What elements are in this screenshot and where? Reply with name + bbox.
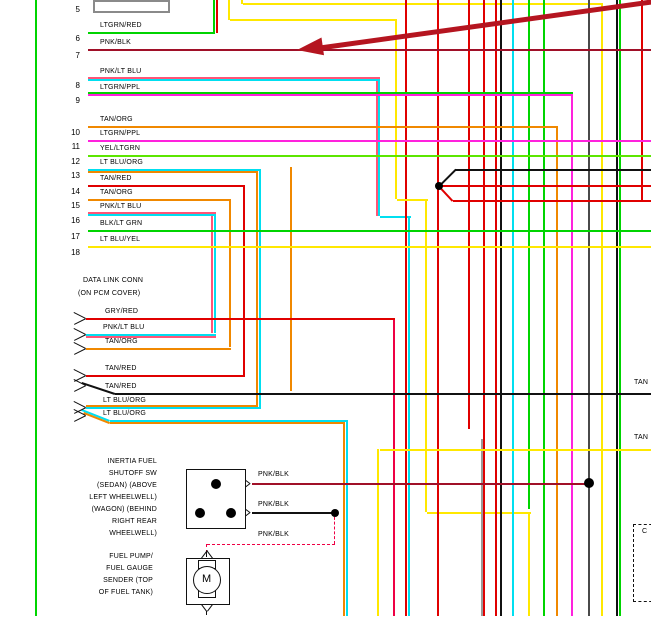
pin-number: 12 bbox=[71, 157, 80, 166]
wire-label: LT BLU/YEL bbox=[100, 236, 141, 243]
pin-number: 15 bbox=[71, 201, 80, 210]
wire-label: PNK/LT BLU bbox=[103, 324, 145, 331]
wire-label: FUEL PUMP/ bbox=[109, 553, 153, 560]
wire-label: DATA LINK CONN bbox=[83, 277, 144, 284]
wire-label: (SEDAN) (ABOVE bbox=[97, 482, 157, 489]
wire-label: PNK/BLK bbox=[100, 39, 131, 46]
wire-label: PNK/BLK bbox=[258, 501, 289, 508]
wire-label: TAN/RED bbox=[100, 175, 132, 182]
pin-number: 8 bbox=[75, 81, 80, 90]
wire-label: (ON PCM COVER) bbox=[78, 290, 141, 297]
wire-label: LTGRN/PPL bbox=[100, 84, 141, 91]
pin-number: 18 bbox=[71, 248, 80, 257]
wire-label: LT BLU/ORG bbox=[100, 159, 143, 166]
pin-number: 14 bbox=[71, 187, 80, 196]
wire-label: TAN/RED bbox=[105, 383, 137, 390]
wire-label: INERTIA FUEL bbox=[107, 458, 157, 465]
wire-label: LT BLU/ORG bbox=[103, 397, 146, 404]
pin-number: 5 bbox=[75, 5, 80, 14]
pin-number: 17 bbox=[71, 232, 80, 241]
wire-label: PNK/BLK bbox=[258, 531, 289, 538]
pin-number: 13 bbox=[71, 171, 80, 180]
wire-label: (WAGON) (BEHIND bbox=[91, 506, 157, 513]
wire-label: C bbox=[642, 528, 648, 535]
wire-label: SENDER (TOP bbox=[103, 577, 153, 584]
wire-label: PNK/LT BLU bbox=[100, 203, 142, 210]
wire-label: LTGRN/PPL bbox=[100, 130, 141, 137]
wire-label: GRY/RED bbox=[105, 308, 139, 315]
pin-number: 6 bbox=[75, 34, 80, 43]
pin-number: 10 bbox=[71, 128, 80, 137]
pin-number: 9 bbox=[75, 96, 80, 105]
wire-label: OF FUEL TANK) bbox=[98, 589, 153, 596]
wire-label: RIGHT REAR bbox=[111, 518, 157, 525]
wire-label: TAN bbox=[634, 434, 649, 441]
wire-label: LTGRN/RED bbox=[100, 22, 142, 29]
wire-label: TAN/RED bbox=[105, 365, 137, 372]
wire-label: YEL/LTGRN bbox=[100, 145, 141, 152]
pin-number: 16 bbox=[71, 216, 80, 225]
wire-label: BLK/LT GRN bbox=[100, 220, 143, 227]
wire-label: M bbox=[202, 573, 212, 585]
wire-label: WHEELWELL) bbox=[109, 530, 157, 537]
wire-label: LEFT WHEELWELL) bbox=[89, 494, 157, 501]
wire-label: LT BLU/ORG bbox=[103, 410, 146, 417]
wire-label: TAN/ORG bbox=[100, 116, 133, 123]
wire-label: TAN/ORG bbox=[105, 338, 138, 345]
wire-label: PNK/BLK bbox=[258, 471, 289, 478]
wire-label: SHUTOFF SW bbox=[108, 470, 157, 477]
wire-label: TAN bbox=[634, 379, 649, 386]
pin-number: 7 bbox=[75, 51, 80, 60]
wire-label: FUEL GAUGE bbox=[106, 565, 153, 572]
wire-label: PNK/LT BLU bbox=[100, 68, 142, 75]
wire-label: TAN/ORG bbox=[100, 189, 133, 196]
pin-number: 11 bbox=[71, 142, 80, 151]
